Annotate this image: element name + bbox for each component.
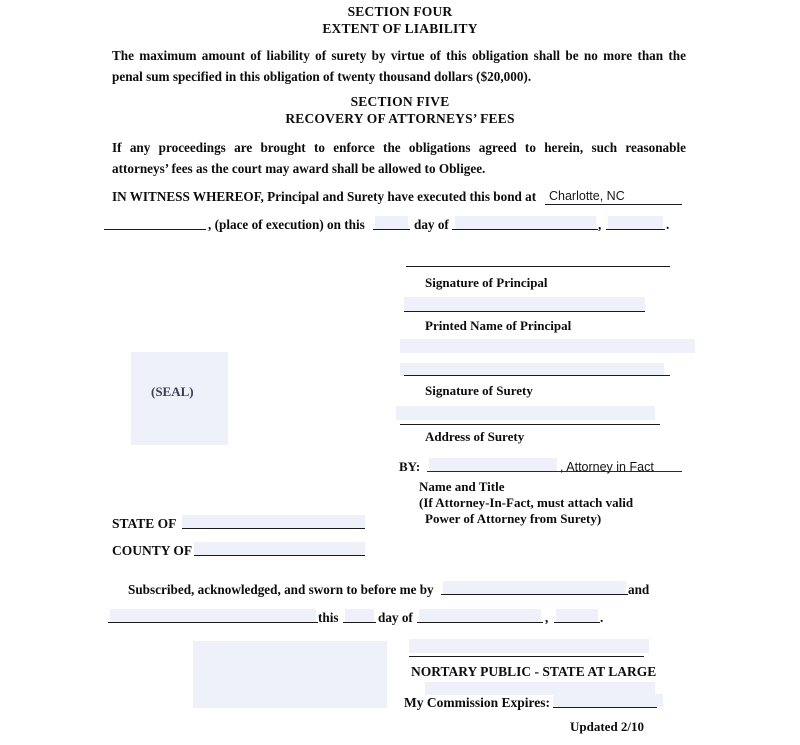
notary-signature-field[interactable]: [409, 639, 649, 653]
notary-title-line: NORTARY PUBLIC - STATE AT LARGE: [411, 664, 657, 679]
attorney-name-field[interactable]: [429, 458, 557, 471]
surety-extra-field[interactable]: [400, 339, 695, 353]
printed-name-of-principal-label: Printed Name of Principal: [425, 318, 572, 333]
execution-place-rule: [545, 204, 682, 205]
address-of-surety-label: Address of Surety: [425, 429, 525, 444]
notary-comma: ,: [545, 610, 549, 625]
subscribed-by-field[interactable]: [443, 581, 626, 594]
county-of-rule: [194, 555, 365, 556]
witness-period: .: [666, 217, 670, 232]
witness-year-field[interactable]: [608, 216, 663, 229]
notary-day-of-text: day of: [378, 610, 413, 625]
printed-name-of-principal-rule: [404, 311, 645, 312]
state-of-rule: [182, 528, 365, 529]
section-five-body-line-1: If any proceedings are brought to enforce the obligations agreed to herein, such reasonable: [112, 140, 686, 155]
attach-note-line-2: Power of Attorney from Surety): [425, 511, 602, 526]
witness-year-rule: [606, 229, 665, 230]
name-and-title-label: Name and Title: [419, 479, 505, 494]
updated-note: Updated 2/10: [570, 719, 645, 734]
county-of-label: COUNTY OF: [112, 543, 193, 558]
place-of-execution-label: , (place of execution) on this: [208, 217, 365, 232]
by-label: BY:: [399, 459, 421, 474]
printed-name-of-principal-field[interactable]: [404, 297, 645, 311]
notary-day-rule: [343, 622, 376, 623]
section-five-body-line-2: attorneys’ fees as the court may award shall be allowed to Obligee.: [112, 161, 486, 176]
signature-of-surety-label: Signature of Surety: [425, 383, 533, 398]
section-four-number: SECTION FOUR: [347, 4, 453, 19]
commission-expires-label: My Commission Expires:: [404, 695, 551, 710]
state-of-field[interactable]: [182, 515, 365, 528]
subscribed-by-rule: [441, 594, 628, 595]
signature-of-surety-rule: [404, 375, 670, 376]
notary-year-rule: [554, 622, 600, 623]
county-of-field[interactable]: [194, 542, 365, 555]
place-of-execution-rule: [104, 229, 206, 230]
section-four-body-line-2: penal sum specified in this obligation of twenty thousand dollars ($20,000).: [112, 69, 532, 84]
section-five-number: SECTION FIVE: [350, 94, 450, 109]
attorney-name-rule: [427, 471, 560, 472]
notary-month-field[interactable]: [419, 609, 541, 622]
section-five-title: RECOVERY OF ATTORNEYS’ FEES: [285, 111, 515, 126]
notary-day-field[interactable]: [345, 609, 374, 622]
seal-label: (SEAL): [151, 384, 194, 399]
signature-of-principal-label: Signature of Principal: [425, 275, 548, 290]
state-of-label: STATE OF: [112, 516, 177, 531]
attach-note-line-1: (If Attorney-In-Fact, must attach valid: [419, 495, 634, 510]
notary-period: .: [600, 610, 604, 625]
notary-name-field[interactable]: [110, 609, 316, 622]
section-four-title: EXTENT OF LIABILITY: [322, 21, 478, 36]
signature-of-principal-rule: [406, 266, 670, 267]
notary-signature-rule: [409, 656, 644, 657]
witness-month-field[interactable]: [455, 216, 596, 229]
commission-expires-rule: [553, 707, 657, 708]
witness-day-field[interactable]: [375, 216, 408, 229]
witness-lead-text: IN WITNESS WHEREOF, Principal and Surety have executed this bond at: [112, 189, 537, 204]
notary-year-field[interactable]: [556, 609, 598, 622]
notary-this-text: this: [318, 610, 339, 625]
section-four-body: [112, 45, 686, 87]
address-of-surety-field[interactable]: [396, 406, 655, 420]
execution-place-value[interactable]: Charlotte, NC: [549, 189, 625, 203]
witness-day-rule: [373, 229, 410, 230]
attorney-in-fact-value: , Attorney in Fact: [560, 460, 654, 474]
notary-month-rule: [417, 622, 543, 623]
witness-day-of-label: day of: [414, 217, 449, 232]
address-of-surety-rule: [400, 424, 660, 425]
subscribed-text: Subscribed, acknowledged, and sworn to before me by: [128, 582, 434, 597]
attorney-in-fact-rule: [560, 471, 682, 472]
witness-comma: ,: [598, 217, 602, 232]
commission-expires-field[interactable]: [553, 694, 663, 707]
subscribed-and-text: and: [628, 582, 650, 597]
section-five-body: [112, 137, 686, 179]
witness-month-rule: [452, 229, 598, 230]
section-four-body-line-1: The maximum amount of liability of surety by virtue of this obligation shall be no more than the: [112, 48, 686, 63]
notary-seal-field-box[interactable]: [193, 641, 387, 708]
notary-name-rule: [108, 622, 318, 623]
